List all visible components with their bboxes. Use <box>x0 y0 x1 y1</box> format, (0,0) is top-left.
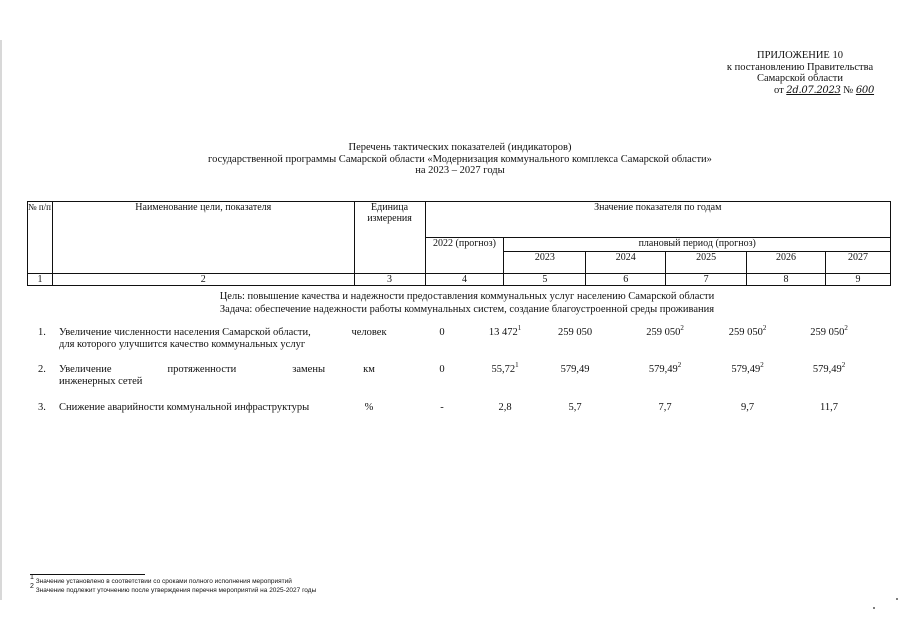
footnote-mark: 1 <box>517 323 522 332</box>
footnote-mark: 2 <box>680 323 684 332</box>
footnote-mark: 2 <box>762 323 767 332</box>
footnote-text: Значение установлено в соответствии со сроками полного исполнения мероприятий <box>35 578 292 585</box>
value: 259 050 <box>728 327 763 338</box>
row-value-2023: 2,8 <box>498 402 512 413</box>
value: 579,49 <box>731 364 761 375</box>
col-number-3: 3 <box>354 274 425 286</box>
header-year-2024: 2024 <box>586 252 666 274</box>
value: 259 050 <box>810 327 845 338</box>
col-number-7: 7 <box>666 274 747 286</box>
footnote-2 <box>30 582 317 595</box>
row-number: 2. <box>38 364 46 375</box>
scan-edge <box>0 40 2 600</box>
footnote-divider <box>30 574 145 575</box>
row-value-2023 <box>466 323 544 339</box>
handwritten-number: 600 <box>855 84 875 96</box>
row-value-2022: - <box>440 402 444 413</box>
appendix-title: ПРИЛОЖЕНИЕ 10 <box>757 50 843 61</box>
col-number-8: 8 <box>747 274 826 286</box>
header-unit: Единица измерения <box>354 202 425 274</box>
header-planned-period: плановый период (прогноз) <box>504 238 891 252</box>
footnote-mark: 2 <box>841 360 846 369</box>
scan-speck <box>873 607 875 609</box>
row-number: 3. <box>38 402 46 413</box>
scan-speck <box>896 598 898 600</box>
task-text: Задача: обеспечение надежности работы коммунальных систем, создание благоустроенной среды проживания <box>219 304 715 315</box>
col-number-9: 9 <box>826 274 891 286</box>
row-indicator-name <box>59 402 325 414</box>
header-year-2023: 2023 <box>504 252 586 274</box>
name-line-1: Увеличение численности населения Самарской области, <box>59 327 311 338</box>
name-line-1: Снижение аварийности коммунальной инфраструктуры <box>59 402 310 413</box>
footnote-mark: 2 <box>677 360 682 369</box>
appendix-header <box>700 50 900 96</box>
row-value-2024: 579,49 <box>560 364 590 375</box>
footnote-1 <box>30 573 292 586</box>
footnote-text: Значение подлежит уточнению после утверждения перечня мероприятий на 2025-2027 годы <box>35 587 317 594</box>
row-value-2026 <box>712 360 783 376</box>
value: 579,49 <box>812 364 842 375</box>
row-value-2026: 9,7 <box>740 402 755 413</box>
header-year-2026: 2026 <box>747 252 826 274</box>
name-line-1: Увеличение протяженности замены <box>59 364 325 375</box>
number-prefix: № <box>843 84 854 96</box>
col-number-2: 2 <box>52 274 354 286</box>
appendix-resolution: к постановлению Правительства <box>726 61 874 73</box>
row-value-2025: 7,7 <box>658 402 672 413</box>
title-line-2: государственной программы Самарской области «Модернизация коммунального комплекса Самарской области» <box>208 153 712 165</box>
row-value-2022: 0 <box>439 327 445 338</box>
footnote-mark: 2 <box>760 360 764 369</box>
goal-text: Цель: повышение качества и надежности предоставления коммунальных услуг населению Самарской области <box>219 291 715 302</box>
row-value-2023 <box>466 360 544 376</box>
col-number-4: 4 <box>425 274 504 286</box>
row-unit: % <box>364 402 374 413</box>
handwritten-date: 2d.07.2023 <box>786 84 841 96</box>
value: 13 472 <box>488 327 518 338</box>
row-value-2024: 5,7 <box>568 402 582 413</box>
row-indicator-name <box>59 327 325 351</box>
header-values: Значение показателя по годам <box>425 202 890 238</box>
header-year-2027: 2027 <box>826 252 891 274</box>
row-value-2022: 0 <box>439 364 445 375</box>
date-prefix: от <box>773 84 784 96</box>
header-num: № п/п <box>28 202 53 274</box>
footnote-mark: 1 <box>30 573 34 581</box>
row-value-2027 <box>793 323 865 339</box>
row-value-2027: 11,7 <box>820 402 838 413</box>
value: 259 050 <box>646 327 681 338</box>
col-number-1: 1 <box>28 274 53 286</box>
appendix-region: Самарской области <box>757 73 843 84</box>
document-title <box>170 142 750 177</box>
value: 55,72 <box>491 364 516 375</box>
value: 579,49 <box>648 364 678 375</box>
row-number: 1. <box>38 327 46 338</box>
row-value-2025 <box>630 360 700 376</box>
name-line-2: инженерных сетей <box>59 376 143 387</box>
footnote-mark: 2 <box>30 582 34 590</box>
title-line-1: Перечень тактических показателей (индикаторов) <box>348 142 572 153</box>
row-value-2025 <box>630 323 700 339</box>
col-number-5: 5 <box>504 274 586 286</box>
header-name: Наименование цели, показателя <box>52 202 354 274</box>
row-value-2024: 259 050 <box>557 327 593 338</box>
row-indicator-name <box>59 364 325 388</box>
col-number-6: 6 <box>586 274 666 286</box>
row-value-2026 <box>712 323 783 339</box>
indicators-header-table <box>27 201 891 286</box>
appendix-date-line <box>700 85 900 97</box>
row-unit: км <box>363 364 375 375</box>
title-line-3: на 2023 – 2027 годы <box>415 165 505 176</box>
header-year-2025: 2025 <box>666 252 747 274</box>
name-line-2: для которого улучшится качество коммунальных услуг <box>59 339 306 350</box>
header-2022-forecast: 2022 (прогноз) <box>425 238 504 274</box>
row-unit: человек <box>351 327 387 338</box>
footnote-mark: 1 <box>515 360 519 369</box>
footnote-mark: 2 <box>844 323 848 332</box>
row-value-2027 <box>793 360 865 376</box>
